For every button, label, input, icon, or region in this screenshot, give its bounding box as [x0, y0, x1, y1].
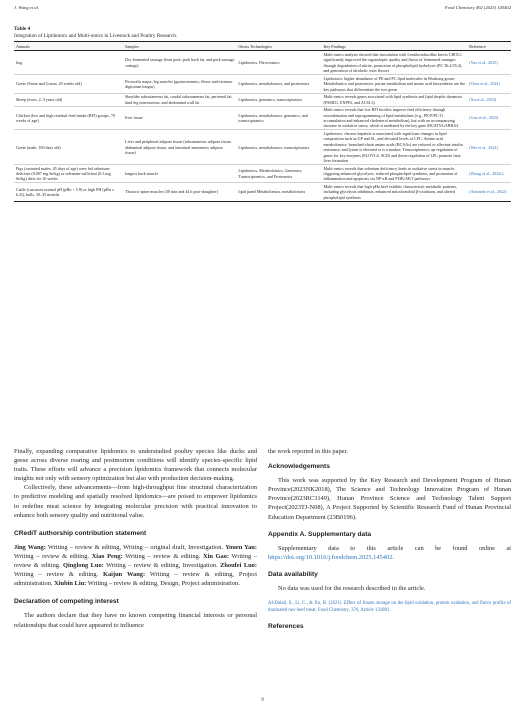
cell-finding: Multi-omics reveals genes associated with lipid synthesis and lipid droplet dynamics (PSMD1, ENPP2, and ACSL3) — [321, 93, 467, 106]
credit-author-role: Writing – review & editing. — [122, 552, 203, 560]
appendix-sentence: Supplementary data to this article can be found online at — [278, 544, 511, 552]
credit-author-name: Qinglong Luo: — [62, 562, 104, 570]
page-number: 9 — [261, 698, 264, 703]
table-title: Integration of Lipidomics and Multi-omics in Livestock and Poultry Research. — [14, 33, 178, 39]
table-row — [14, 165, 511, 183]
cell-animal: Pigs (castrated males, 45 days of age) were fed selenium-deficient (0.007 mg Se/kg) or selenium-sufficient (0.3 mg Se/kg) diets for 16 weeks — [14, 165, 123, 183]
cell-sample: longest back muscle — [123, 165, 236, 183]
header-animals: Animals — [14, 42, 123, 51]
credit-author-role: Writing – review & editing, Project administration. — [14, 571, 257, 588]
cell-animal: Geese (male, 100 days old) — [14, 130, 123, 165]
supplementary-doi-link[interactable]: https://doi.org/10.1016/j.foodchem.2025.145402 — [268, 553, 393, 561]
credit-author-role: Writing – review & editing. — [14, 552, 257, 570]
cell-finding: Multi-omics reveals that high pHu beef exhibits characteristic metabolic patterns, including glycolysis inhibition, enhanced mitochondrial β-oxidation, and altered phospholipid synthesis — [321, 183, 467, 201]
cell-reference-link[interactable]: (Antonelo et al., 2022) — [467, 183, 511, 201]
cell-finding: Multi-omics reveals that low RFI broilers improve feed efficiency through recombination and reprogramming of lipid metabolism (e.g., PE-P/PC-O accumulation and enhanced cholesterol metabolism), but with an accompanying increase in oxidative stress, which is mediated by the key gene MGAT5/GABRA4 — [321, 106, 467, 130]
references-heading: References — [268, 622, 304, 630]
cell-sample: Dry fermented sausage (lean pork, pork back fat, and pork sausage casings) — [123, 51, 236, 75]
credit-author-role: Writing – review & editing. — [14, 552, 92, 560]
credit-author-name: Kaijun Wang: — [103, 571, 146, 579]
cell-omics: Lipidomics, Flavoromics — [236, 51, 321, 75]
omics-table-container — [14, 41, 511, 202]
conflict-statement: The authors declare that they have no known competing financial interests or personal relationships that could have appeared to influence — [14, 612, 257, 629]
table-label: Table 4 — [14, 26, 31, 32]
right-column — [268, 447, 511, 631]
appendix-sentence-end: . — [392, 553, 394, 561]
credit-author-name: Youen Yan: — [225, 543, 257, 551]
header-omics: Omics Technologies — [236, 42, 321, 51]
credit-author-name: Zhoufei Luo: — [220, 562, 257, 570]
data-availability-text: No data was used for the research described in the article. — [278, 585, 426, 593]
table-row — [14, 183, 511, 201]
cell-reference-link[interactable]: (Yao et al., 2025) — [467, 51, 511, 75]
credit-heading: CRediT authorship contribution statement — [14, 529, 147, 537]
credit-author-role: Writing – review & editing, Writing – original draft, Investigation. — [45, 543, 226, 551]
credit-author-name: Xiubin Liu: — [54, 580, 87, 588]
cell-omics: Lipidomics, genomics, transcriptomics — [236, 93, 321, 106]
continued-text: the work reported in this paper. — [268, 448, 348, 455]
credit-author-name: Jing Wang: — [14, 543, 46, 551]
acknowledgements-text: This work was supported by the Key Research and Development Program of Hunan Province(2023NK2018), The Science and Technology Innovation Program of Hunan Province(2023RC3149), Hunan Province Science and Technology Talent Support Project(2023TJ-N08), A Project Supported by Scientific Research Fund of Hunan Provincial Education Department (23B0196). — [268, 477, 511, 521]
closing-paragraph: Finally, expanding comparative lipidomics to understudied poultry species like ducks and geese across diverse rearing and postmortem conditions will identify species-specific lipid traits. These efforts will advance a precision lipidomics framework that connects molecular insights not only with sensory optimization but also with production decision-making. — [14, 448, 257, 483]
cell-omics: Lipidomics, metabolomics, genomics, and transcriptomics — [236, 106, 321, 130]
appendix-heading: Appendix A. Supplementary data — [268, 530, 372, 538]
running-header-journal: Food Chemistry 492 (2025) 145402 — [444, 5, 511, 10]
header-key-findings: Key Findings — [321, 42, 467, 51]
cell-animal: Sheep (ewes, 2–3 years old) — [14, 93, 123, 106]
cell-omics: Lipidomics, Metabolomics, Genomics, Transcriptomics, and Proteomics — [236, 165, 321, 183]
cell-sample: liver tissue — [123, 106, 236, 130]
data-availability-heading: Data availability — [268, 570, 318, 578]
credit-author-role: Writing – review & editing. — [14, 571, 104, 579]
left-column — [14, 447, 257, 630]
cell-sample: Liver and peripheral adipose tissue (subcutaneous adipose tissue, abdominal adipose tissue, and intestinal-mesenteric adipose tissue) — [123, 130, 236, 165]
table-row — [14, 93, 511, 106]
conflict-heading: Declaration of competing interest — [14, 598, 119, 606]
credit-author-name: Xin Gao: — [202, 552, 230, 560]
cell-omics: lipid panel Metabolomics, metabolomics — [236, 183, 321, 201]
credit-author-role: Writing – review & editing, Design, Project administration. — [86, 580, 240, 588]
cell-animal: Geese (Stone and Gozon, 20 weeks old) — [14, 75, 123, 93]
header-reference: Reference — [467, 42, 511, 51]
credit-author-name: Xiao Peng: — [91, 552, 123, 560]
cell-sample: Pectoralis major, leg muscles (gastrocnemius, flexor and extensor digitorum longus) — [123, 75, 236, 93]
cell-sample: Shoulder subcutaneous fat, caudal subcutaneous fat, perirenal fat, hind leg interosseous, and abdominal wall fat — [123, 93, 236, 106]
cell-finding: Lipidomics: higher abundance of PE and PC lipid molecules in Wuzhong goose; Metabolomics and proteomics: purine metabolism and amino acid biosynthesis are the key pathways that differentiate the two geese — [321, 75, 467, 93]
appendix-text — [268, 544, 511, 562]
omics-table — [14, 41, 511, 202]
cell-reference-link[interactable]: (Wei et al., 2024) — [467, 130, 511, 165]
table-row — [14, 106, 511, 130]
credit-author-role: Writing – review & editing, Investigation. — [103, 562, 221, 570]
summary-paragraph: Collectively, these advancements—from high-throughput fine structural characterization to predictive modeling and spatially resolved lipidomics—are poised to empower lipidomics to redefine meat science by integrating molecular precision with practical innovation to enhance both sensory quality and nutritional value. — [14, 484, 257, 519]
table-row — [14, 75, 511, 93]
credit-statement — [14, 543, 257, 588]
cell-reference-link[interactable]: (Xu et al., 2023) — [467, 93, 511, 106]
cell-finding: Multi-omics analysis showed that inoculation with Lentilactobacillus brevis CHOL1 significantly improved the organoleptic quality and flavor of fermented sausages through degradation of nitrite, promotion of phospholipid hydrolysis (PC 36:2/35:2), and generation of alcoholic ester flavors — [321, 51, 467, 75]
table-row — [14, 51, 511, 75]
table-caption — [14, 26, 177, 40]
acknowledgements-heading: Acknowledgements — [268, 463, 330, 471]
cell-finding: Lipidomics: chronic hepatitis is associated with significant changes in lipid composition such as GP and SL, and elevated levels of LPC; Amino acid metabolomics: branched-chain amino acids (BCAAs) are reduced or alleviate insulin resistance, and lysine is elevated or is a marker; Transcriptomics: up-regulation of genes for key enzymes (ELOVL6, SCD) and down-regulation of LPL promote fatty liver formation — [321, 130, 467, 165]
running-header-authors: J. Wang et al. — [14, 5, 39, 10]
cell-sample: Thoracic spine muscles (30 min and 44 h post-slaughter) — [123, 183, 236, 201]
header-samples: Samples — [123, 42, 236, 51]
cell-omics: Lipidomics, metabolomics, transcriptomics — [236, 130, 321, 165]
cell-finding: Multi-omics reveals that selenium deficiency leads to oxidative stress in muscle, triggering enhanced glycolysis, reduced phospholipid synthesis, and promotion of inflammation and apoptosis via NF-κB and PI3K/AKT pathways. — [321, 165, 467, 183]
cell-animal: Cattle (carcasses normal pH (pHu < 5.8) or high PH (pHu ≥ 6.2)), bulls, 30–35 months — [14, 183, 123, 201]
cell-reference-link[interactable]: (Guo et al., 2025) — [467, 106, 511, 130]
cell-animal: hog — [14, 51, 123, 75]
cell-omics: Lipidomics, metabolomics, and proteomics — [236, 75, 321, 93]
running-header — [14, 5, 511, 15]
cell-animal: Chicken (low and high residual feed intake (RFI) groups, 70 weeks of age) — [14, 106, 123, 130]
table-row — [14, 130, 511, 165]
reference-entry-link[interactable]: Al-Dalali, S., Li, C., & Xu, B. (2021). Effect of frozen storage on the lipid oxidation, protein oxidation, and flavor profile of marinated raw beef meat. Food Chemistry, 376, Article 131881. — [268, 601, 511, 613]
cell-reference-link[interactable]: (Chen et al., 2024) — [467, 75, 511, 93]
table-header-row — [14, 42, 511, 51]
cell-reference-link[interactable]: (Zhang et al., 2022c) — [467, 165, 511, 183]
